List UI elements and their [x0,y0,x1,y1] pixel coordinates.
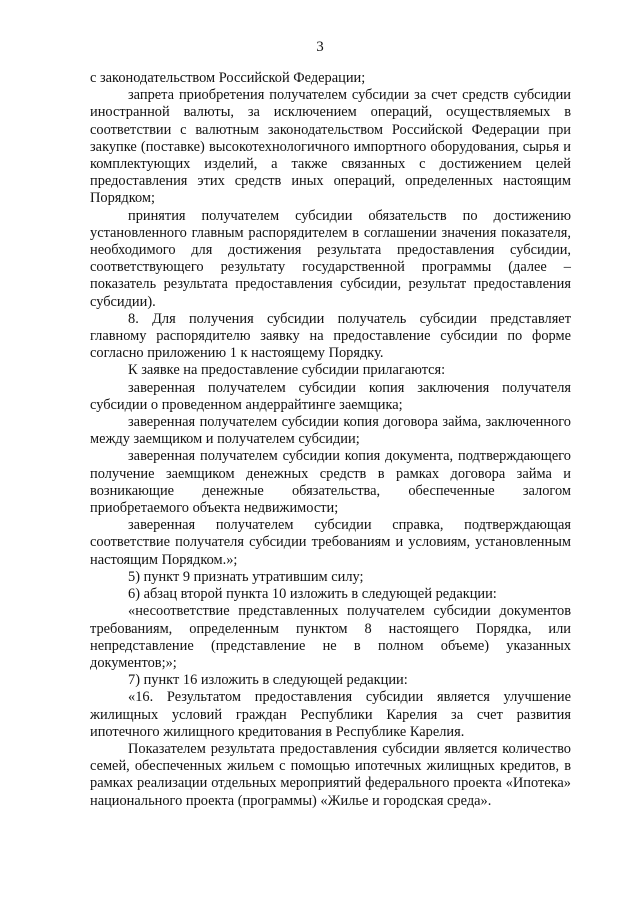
paragraph: К заявке на предоставление субсидии прилагаются: [128,362,446,379]
paragraph: заверенная получателем субсидии копия заключения получателя субсидии о проведенном андеррайтинге заемщика; [90,379,571,413]
paragraph: «несоответствие представленных получателем субсидии документов требованиям, определенным пунктом 8 настоящего Порядка, или непредставление (представление не в полном объеме) указанных документов;»; [90,603,571,671]
paragraph: 5) пункт 9 признать утратившим силу; [128,568,364,585]
paragraph: Показателем результата предоставления субсидии является количество семей, обеспеченных жильем с помощью ипотечных жилищных кредитов, в рамках реализации отдельных мероприятий федерального проекта «Ипотека» национального проекта (программы) «Жилье и городская среда». [90,740,571,809]
paragraph: заверенная получателем субсидии справка, подтверждающая соответствие получателя субсидии требованиям и условиям, установленным настоящим Порядком.»; [90,517,571,568]
document-body [90,70,571,810]
paragraph: 6) абзац второй пункта 10 изложить в следующей редакции: [128,586,497,603]
paragraph: 8. Для получения субсидии получатель субсидии представляет главному распорядителю заявку на предоставление субсидии по форме согласно приложению 1 к настоящему Порядку. [90,310,571,362]
paragraph: заверенная получателем субсидии копия документа, подтверждающего получение заемщиком денежных средств в рамках договора займа и возникающие денежные обязательства, обеспеченные залогом приобретаемого объекта недвижимости; [90,448,571,517]
page-number: 3 [316,39,324,55]
paragraph: «16. Результатом предоставления субсидии является улучшение жилищных условий граждан Республики Карелия за счет развития ипотечного жилищного кредитования в Республике Карелия. [90,689,571,740]
paragraph: заверенная получателем субсидии копия договора займа, заключенного между заемщиком и получателем субсидии; [90,414,571,448]
paragraph: 7) пункт 16 изложить в следующей редакции: [128,672,408,689]
paragraph: запрета приобретения получателем субсидии за счет средств субсидии иностранной валюты, за исключением операций, осуществляемых в соответствии с валютным законодательством Российской Федерации при закупке (поставке) высокотехнологичного импортного оборудования, сырья и комплектующих изделий, а также связанных с достижением целей предоставления этих средств иных операций, определенных настоящим Порядком; [90,87,571,207]
paragraph: принятия получателем субсидии обязательств по достижению установленного главным распорядителем в соглашении значения показателя, необходимого для достижения результата предоставления субсидии, соответствующего результату государственной программы (далее – показатель результата предоставления субсидии, результат предоставления субсидии). [90,207,571,310]
paragraph: с законодательством Российской Федерации; [90,70,366,86]
